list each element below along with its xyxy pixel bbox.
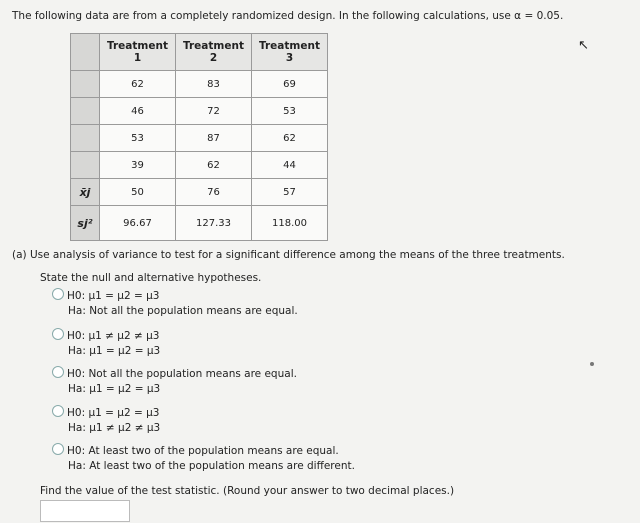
table-cell: 62 [100,71,176,98]
table-row [71,71,328,98]
variance-cell: 127.33 [176,206,252,241]
table-cell: 69 [252,71,328,98]
radio-button[interactable] [52,443,64,455]
mean-row [71,179,328,206]
table-header-row [71,34,328,71]
mean-cell: 50 [100,179,176,206]
mouse-cursor-icon: ↖ [578,38,589,53]
mean-cell: 76 [176,179,252,206]
table-cell: 44 [252,152,328,179]
variance-row [71,206,328,241]
row-label-empty [71,98,100,125]
part-a-prompt: (a) Use analysis of variance to test for a significant difference among the means of the three treatments. [12,249,565,261]
data-table [70,33,328,241]
hypothesis-option-5[interactable]: H0: At least two of the population means are equal. Ha: At least two of the population means are different. [52,443,355,474]
table-cell: 46 [100,98,176,125]
table-cell: 39 [100,152,176,179]
mean-cell: 57 [252,179,328,206]
variance-cell: 96.67 [100,206,176,241]
test-statistic-prompt: Find the value of the test statistic. (Round your answer to two decimal places.) [40,485,455,497]
state-hypotheses-label: State the null and alternative hypotheses. [40,272,262,284]
table-cell: 53 [100,125,176,152]
table-cell: 72 [176,98,252,125]
table-cell: 62 [176,152,252,179]
row-label-empty [71,125,100,152]
hypothesis-option-1[interactable]: H0: μ1 = μ2 = μ3 Ha: Not all the population means are equal. [52,288,298,319]
hypothesis-option-4[interactable]: H0: μ1 = μ2 = μ3 Ha: μ1 ≠ μ2 ≠ μ3 [52,405,160,436]
hypothesis-option-3[interactable]: H0: Not all the population means are equal. Ha: μ1 = μ2 = μ3 [52,366,297,397]
header-treatment-3: Treatment 3 [252,34,328,71]
mean-row-label: x̄j [71,179,100,206]
table-row [71,125,328,152]
problem-intro: The following data are from a completely randomized design. In the following calculations, use α = 0.05. [12,10,564,22]
table-cell: 83 [176,71,252,98]
table-row [71,152,328,179]
row-label-empty [71,71,100,98]
stray-mark [590,362,594,366]
radio-button[interactable] [52,366,64,378]
table-cell: 87 [176,125,252,152]
variance-row-label: sj² [71,206,100,241]
table-cell: 62 [252,125,328,152]
header-treatment-1: Treatment 1 [100,34,176,71]
table-corner [71,34,100,71]
hypothesis-option-2[interactable]: H0: μ1 ≠ μ2 ≠ μ3 Ha: μ1 = μ2 = μ3 [52,328,160,359]
variance-cell: 118.00 [252,206,328,241]
table-row [71,98,328,125]
test-statistic-input[interactable] [40,500,130,522]
table-cell: 53 [252,98,328,125]
radio-button[interactable] [52,288,64,300]
radio-button[interactable] [52,405,64,417]
row-label-empty [71,152,100,179]
header-treatment-2: Treatment 2 [176,34,252,71]
radio-button[interactable] [52,328,64,340]
